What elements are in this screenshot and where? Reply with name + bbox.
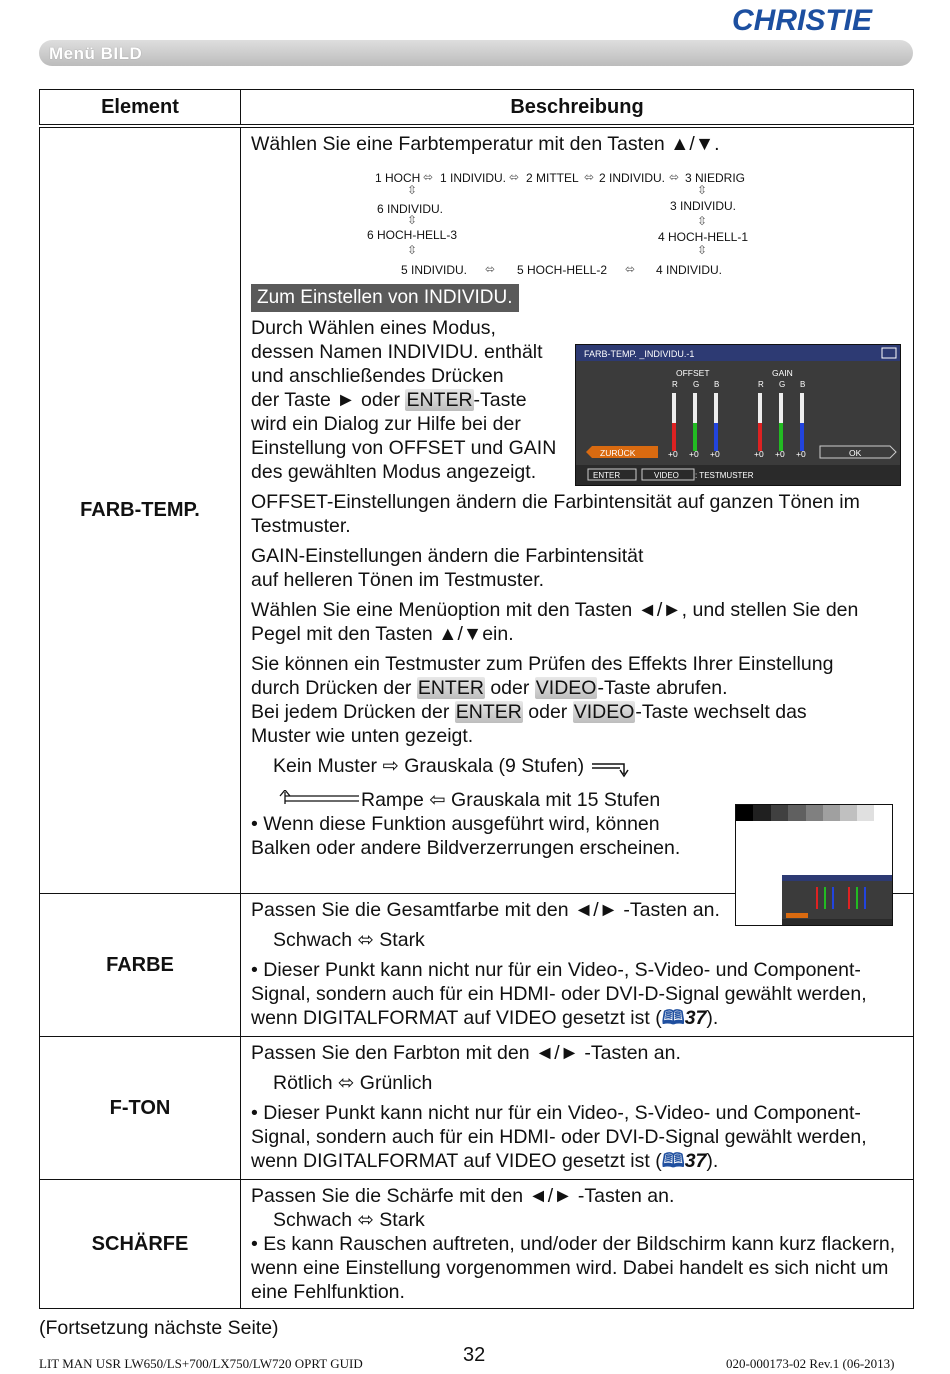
text-span: -Taste wechselt das bbox=[635, 701, 807, 723]
footer-right: 020-000173-02 Rev.1 (06-2013) bbox=[726, 1356, 895, 1371]
long-return-arrow-icon bbox=[273, 790, 361, 810]
pattern-note-2: Balken oder andere Bildverzerrungen erscheinen. bbox=[251, 837, 681, 859]
flow-node: 5 INDIVIDU. bbox=[401, 263, 468, 277]
pattern-sequence-1 bbox=[251, 754, 905, 780]
flow-node: 6 HOCH-HELL-3 bbox=[367, 228, 458, 242]
menu-back-label: ZURÜCK bbox=[600, 448, 636, 458]
up-down-arrow-icon: ⇳ bbox=[407, 183, 418, 197]
svg-text:VIDEO: VIDEO bbox=[654, 471, 679, 480]
page-reference[interactable]: 37 bbox=[684, 1150, 707, 1172]
book-icon: 🕮 bbox=[661, 1150, 685, 1172]
element-farb-temp: FARB-TEMP. bbox=[40, 126, 241, 894]
test-text-4: Muster wie unten gezeigt. bbox=[251, 725, 474, 747]
header-element: Element bbox=[40, 90, 241, 127]
flow-node: 2 MITTEL bbox=[526, 171, 579, 185]
individu-text-7: des gewählten Modus angezeigt. bbox=[251, 461, 537, 483]
svg-text:: TESTMUSTER: : TESTMUSTER bbox=[695, 471, 754, 480]
menu-channel-b: B bbox=[800, 380, 806, 389]
section-bar bbox=[39, 40, 913, 66]
video-key-label: VIDEO bbox=[535, 677, 597, 699]
book-icon: 🕮 bbox=[661, 1007, 685, 1029]
fton-line1: Passen Sie den Farbton mit den ◄/► -Tasten an. bbox=[251, 1042, 681, 1064]
flow-node: 5 HOCH-HELL-2 bbox=[517, 263, 608, 277]
text-span: Rampe ⇦ Grauskala mit 15 Stufen bbox=[361, 789, 661, 811]
section-title: Menü BILD bbox=[49, 44, 143, 63]
flow-node: 3 INDIVIDU. bbox=[670, 199, 737, 213]
left-right-arrow-icon: ⬄ bbox=[584, 170, 595, 184]
left-right-arrow-icon: ⬄ bbox=[509, 170, 520, 184]
header-description: Beschreibung bbox=[241, 90, 914, 127]
svg-text:+0: +0 bbox=[689, 449, 699, 459]
text-span: • Dieser Punkt kann nicht nur für ein Video-, S-Video- und Component-Signal, sondern auch für ein HDMI- oder DVI-D-Signal gewählt werden, wenn DIGITALFORMAT auf VIDEO gesetzt ist ( bbox=[251, 1102, 867, 1172]
text-span: • Dieser Punkt kann nicht nur für ein Video-, S-Video- und Component-Signal, sondern auch für ein HDMI- oder DVI-D-Signal gewählt werden, wenn DIGITALFORMAT auf VIDEO gesetzt ist ( bbox=[251, 959, 867, 1029]
left-right-arrow-icon: ⬄ bbox=[669, 170, 680, 184]
svg-text:+0: +0 bbox=[710, 449, 720, 459]
test-text-3 bbox=[251, 700, 905, 724]
menu-channel-g: G bbox=[693, 380, 700, 389]
svg-text:+0: +0 bbox=[668, 449, 678, 459]
color-temp-flow-diagram bbox=[251, 156, 905, 276]
flow-node: 1 HOCH bbox=[375, 171, 421, 185]
left-right-arrow-icon: ⬄ bbox=[423, 170, 434, 184]
element-f-ton: F-TON bbox=[40, 1037, 241, 1180]
flow-node: 1 INDIVIDU. bbox=[440, 171, 507, 185]
grayscale-pattern-graphic bbox=[736, 805, 892, 925]
text-span: ). bbox=[706, 1007, 719, 1029]
settings-table bbox=[39, 89, 914, 1309]
brand-text: CHRISTIE bbox=[732, 4, 873, 37]
farb-temp-menu-screenshot bbox=[575, 344, 901, 486]
individu-box-title: Zum Einstellen von INDIVIDU. bbox=[251, 284, 519, 312]
table-header bbox=[40, 90, 914, 127]
gain-text-2: auf helleren Tönen im Testmuster. bbox=[251, 569, 545, 591]
individu-text-5: wird ein Dialog zur Hilfe bei der bbox=[251, 413, 521, 435]
menu-ok-label: OK bbox=[849, 448, 862, 458]
footer-left: LIT MAN USR LW650/LS+700/LX750/LW720 OPRT GUID bbox=[39, 1356, 363, 1371]
text-span: der Taste ► oder bbox=[251, 389, 406, 411]
svg-text:ENTER: ENTER bbox=[593, 471, 621, 480]
menu-offset-label: OFFSET bbox=[676, 368, 710, 378]
individu-text-2: dessen Namen INDIVIDU. enthält bbox=[251, 341, 543, 363]
row-farb-temp bbox=[40, 126, 914, 894]
offset-text: OFFSET-Einstellungen ändern die Farbintensität auf ganzen Tönen im Testmuster. bbox=[251, 491, 860, 537]
test-text-1: Sie können ein Testmuster zum Prüfen des Effekts Ihrer Einstellung bbox=[251, 653, 834, 675]
text-span: ). bbox=[706, 1150, 719, 1172]
individu-text-3: und anschließendes Drücken bbox=[251, 365, 504, 387]
desc-schaerfe bbox=[241, 1180, 914, 1309]
up-down-arrow-icon: ⇳ bbox=[697, 243, 708, 257]
text-span: -Taste bbox=[473, 389, 527, 411]
menu-title: FARB-TEMP. _INDIVIDU.-1 bbox=[584, 349, 695, 359]
menu-illustration bbox=[576, 345, 900, 485]
menu-channel-r: R bbox=[758, 380, 764, 389]
continued-note: (Fortsetzung nächste Seite) bbox=[39, 1317, 279, 1339]
desc-farb-temp bbox=[241, 126, 914, 894]
element-schaerfe: SCHÄRFE bbox=[40, 1180, 241, 1309]
desc-f-ton bbox=[241, 1037, 914, 1180]
schaerfe-line2: Schwach ⬄ Stark bbox=[273, 1209, 425, 1231]
individu-text-1: Durch Wählen eines Modus, bbox=[251, 317, 496, 339]
flow-node: 2 INDIVIDU. bbox=[599, 171, 666, 185]
enter-key-label: ENTER bbox=[417, 677, 484, 699]
element-farbe: FARBE bbox=[40, 894, 241, 1037]
text-span: Kein Muster ⇨ Grauskala (9 Stufen) bbox=[273, 755, 585, 777]
up-down-arrow-icon: ⇳ bbox=[697, 183, 708, 197]
left-right-arrow-icon: ⬄ bbox=[625, 262, 636, 276]
row-f-ton bbox=[40, 1037, 914, 1180]
schaerfe-line1: Passen Sie die Schärfe mit den ◄/► -Tasten an. bbox=[251, 1185, 675, 1207]
farbe-note bbox=[251, 958, 905, 1030]
christie-logo bbox=[730, 2, 915, 38]
menu-channel-g: G bbox=[779, 380, 786, 389]
video-key-label: VIDEO bbox=[573, 701, 635, 723]
page-reference[interactable]: 37 bbox=[684, 1007, 707, 1029]
svg-text:+0: +0 bbox=[775, 449, 785, 459]
test-pattern-illustration bbox=[735, 804, 893, 926]
return-arrow-icon bbox=[590, 760, 634, 780]
flow-node: 4 INDIVIDU. bbox=[656, 263, 723, 277]
menu-channel-b: B bbox=[714, 380, 720, 389]
left-right-arrow-icon: ⬄ bbox=[485, 262, 496, 276]
enter-key-label: ENTER bbox=[406, 389, 473, 411]
text-span: durch Drücken der bbox=[251, 677, 417, 699]
farbe-line2: Schwach ⬄ Stark bbox=[273, 929, 425, 951]
up-down-arrow-icon: ⇳ bbox=[697, 214, 708, 228]
text-span: -Taste abrufen. bbox=[597, 677, 728, 699]
flow-node: 6 INDIVIDU. bbox=[377, 202, 444, 216]
up-down-arrow-icon: ⇳ bbox=[407, 213, 418, 227]
text-span: oder bbox=[522, 701, 573, 723]
up-down-arrow-icon: ⇳ bbox=[407, 243, 418, 257]
enter-key-label: ENTER bbox=[455, 701, 522, 723]
flow-node: 4 HOCH-HELL-1 bbox=[658, 230, 749, 244]
svg-text:+0: +0 bbox=[796, 449, 806, 459]
farbe-line1: Passen Sie die Gesamtfarbe mit den ◄/► -Tasten an. bbox=[251, 899, 720, 921]
text-span: oder bbox=[484, 677, 535, 699]
select-text: Wählen Sie eine Menüoption mit den Tasten ◄/►, und stellen Sie den Pegel mit den Tasten ▲/▼ein. bbox=[251, 599, 859, 645]
individu-text-6: Einstellung von OFFSET und GAIN bbox=[251, 437, 557, 459]
menu-gain-label: GAIN bbox=[772, 368, 793, 378]
text-span: Bei jedem Drücken der bbox=[251, 701, 455, 723]
fton-note bbox=[251, 1101, 905, 1173]
fton-line2: Rötlich ⬄ Grünlich bbox=[273, 1072, 433, 1094]
schaerfe-note: • Es kann Rauschen auftreten, und/oder der Bildschirm kann kurz flackern, wenn eine Einstellung vorgenommen wird. Dabei handelt es sich nicht um eine Fehlfunktion. bbox=[251, 1233, 896, 1303]
flow-node: 3 NIEDRIG bbox=[685, 171, 746, 185]
page-number: 32 bbox=[463, 1344, 486, 1366]
svg-text:+0: +0 bbox=[754, 449, 764, 459]
row-schaerfe bbox=[40, 1180, 914, 1309]
pattern-note-1: • Wenn diese Funktion ausgeführt wird, können bbox=[251, 813, 660, 835]
gain-text-1: GAIN-Einstellungen ändern die Farbintensität bbox=[251, 545, 644, 567]
test-text-2 bbox=[251, 676, 905, 700]
menu-channel-r: R bbox=[672, 380, 678, 389]
farbtemp-intro: Wählen Sie eine Farbtemperatur mit den Tasten ▲/▼. bbox=[251, 133, 720, 155]
